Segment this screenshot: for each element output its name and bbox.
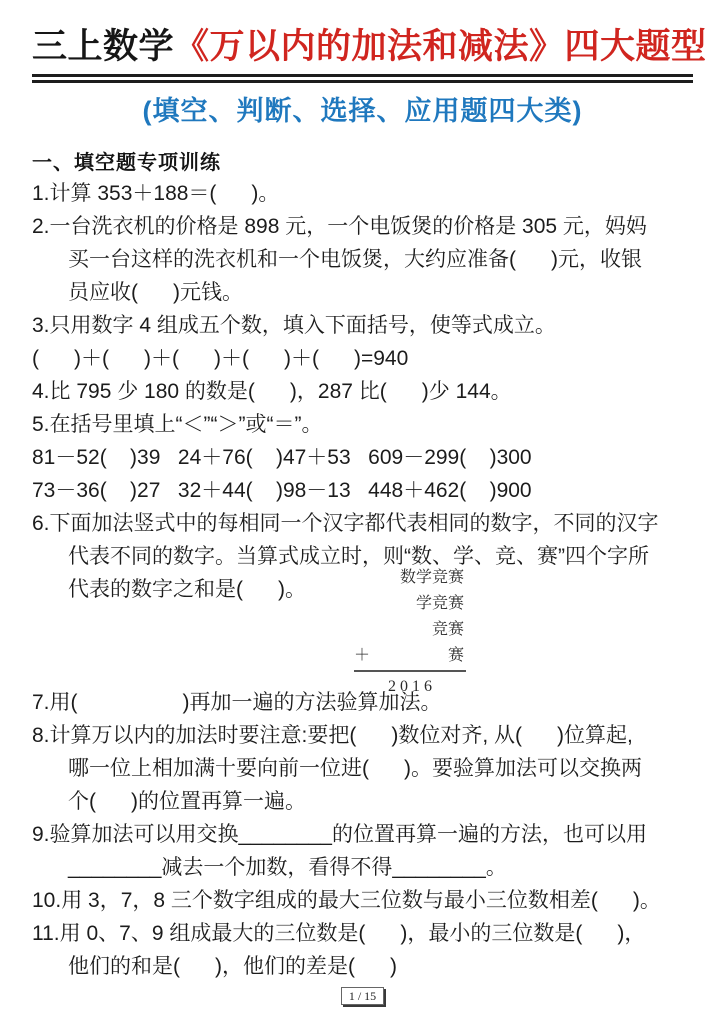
vertical-addend-4: 赛 [447, 647, 464, 664]
question-8-line-3: 个( )的位置再算一遍。 [68, 790, 306, 813]
question-9-line-2: ________减去一个加数，看得不得________。 [68, 856, 507, 879]
question-3-line-2: ( )＋( )＋( )＋( )＋( )=940 [32, 347, 409, 370]
vertical-addend-2: 学竞赛 [415, 595, 464, 612]
question-5-line-1: 5.在括号里填上“＜”“＞”或“＝”。 [32, 413, 323, 436]
vertical-addend-3: 竞赛 [431, 621, 464, 638]
question-2-line-3: 员应收( )元钱。 [68, 281, 243, 304]
plus-sign: ＋ [354, 647, 371, 664]
question-9-line-1: 9.验算加法可以用交换________的位置再算一遍的方法，也可以用 [32, 823, 647, 846]
question-6-line-2: 代表不同的数字。当算式成立时，则“数、学、竞、赛”四个字所 [68, 545, 649, 568]
question-10-line-1: 10.用 3，7，8 三个数字组成的最大三位数与最小三位数相差( )。 [32, 889, 661, 912]
question-8-line-2: 哪一位上相加满十要向前一位进( )。要验算加法可以交换两 [68, 757, 642, 780]
question-2-line-1: 2.一台洗衣机的价格是 898 元，一个电饭煲的价格是 305 元，妈妈 [32, 215, 647, 238]
title-course-part: 三上数学 [32, 27, 175, 66]
question-2-line-2: 买一台这样的洗衣机和一个电饭煲，大约应准备( )元，收银 [68, 248, 642, 271]
title-topic-part: 《万以内的加法和减法》四大题型 [174, 27, 707, 66]
question-3-line-1: 3.只用数字 4 组成五个数，填入下面括号，使等式成立。 [32, 314, 556, 337]
question-5-comparison-row-1: 81－52( )39 24＋76( )47＋53 609－299( )300 [32, 446, 532, 469]
question-11-line-2: 他们的和是( )，他们的差是( ) [68, 955, 397, 978]
question-4-line-1: 4.比 795 少 180 的数是( )，287 比( )少 144。 [32, 380, 512, 403]
page-footer [32, 987, 693, 1005]
question-11-line-1: 11.用 0、7、9 组成最大的三位数是( )，最小的三位数是( )， [32, 922, 646, 945]
vertical-sum-total: 2 0 1 6 [354, 670, 466, 700]
section-heading: 一、填空题专项训练 [32, 152, 221, 174]
question-7-line-1: 7.用( )再加一遍的方法验算加法。 [32, 691, 442, 714]
question-6-line-1: 6.下面加法竖式中的每相同一个汉字都代表相同的数字，不同的汉字 [32, 512, 659, 535]
page-title [32, 24, 707, 83]
vertical-addition-problem [354, 565, 466, 700]
page-number-badge: 1 / 15 [341, 987, 384, 1005]
question-5-comparison-row-2: 73－36( )27 32＋44( )98－13 448＋462( )900 [32, 479, 532, 502]
document-header [32, 24, 707, 129]
question-6-line-3: 代表的数字之和是( )。 [68, 578, 306, 601]
question-1-line-1: 1.计算 353＋188＝( )。 [32, 182, 280, 205]
question-6 [32, 507, 693, 695]
question-8-line-1: 8.计算万以内的加法时要注意:要把( )数位对齐, 从( )位算起, [32, 724, 633, 747]
subtitle: (填空、判断、选择、应用题四大类) [142, 96, 583, 126]
vertical-addend-1: 数学竞赛 [399, 569, 464, 586]
vertical-addend-4-row [354, 643, 466, 669]
